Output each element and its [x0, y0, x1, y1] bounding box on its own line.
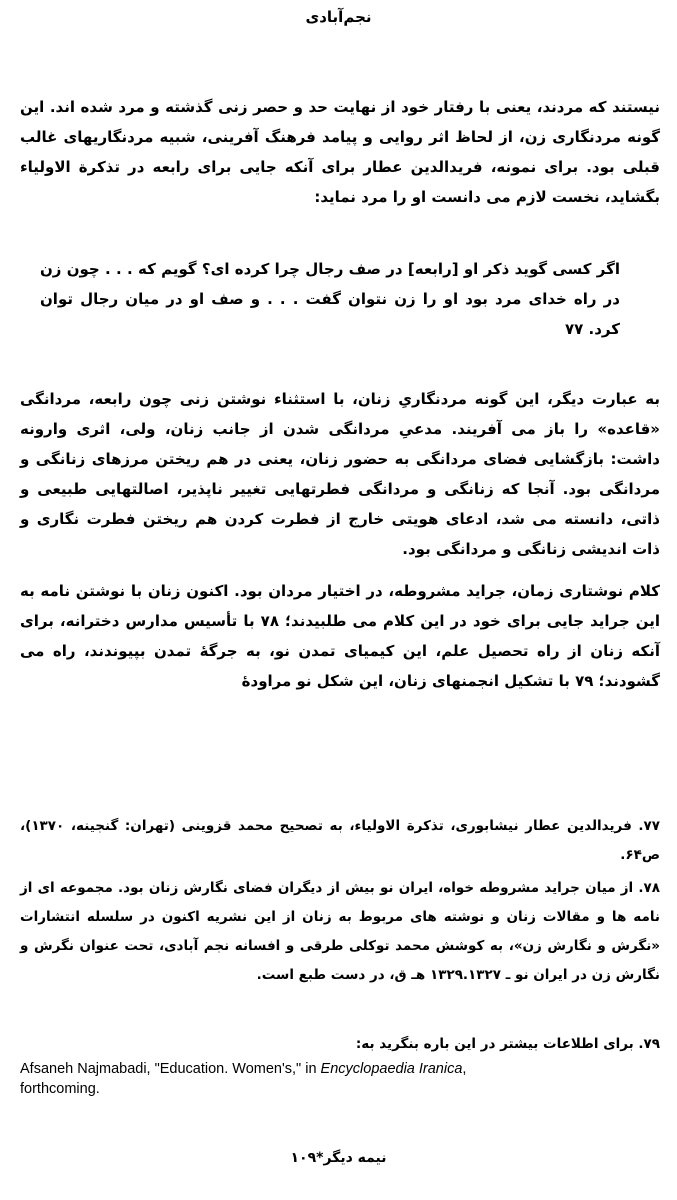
running-header: نجم‌آبادی — [305, 8, 372, 26]
paragraph-3: کلام نوشتاری زمان، جراید مشروطه، در اختیار مردان بود. اکنون زنان با نوشتن نامه به این جراید جایی برای خود در این کلام می طلبیدند؛ ۷۸ با تأسیس مدارس دخترانه، برای آنکه زنان از راه تحصیل علم، این کیمیای تمدن نو، به جرگهٔ تمدن بپیوندند، راه می گشودند؛ ۷۹ با تشکیل انجمنهای زنان، این شکل نو مراودهٔ — [20, 582, 660, 690]
footnote-79-citation-line2: forthcoming. — [20, 1081, 100, 1097]
citation-author-title: Afsaneh Najmabadi, "Education. Women's," in — [20, 1061, 321, 1077]
block-quote: اگر کسی گوید ذکر او [رابعه] در صف رجال چرا کرده ای؟ گویم که . . . چون زن در راه خدای مرد بود او را زن نتوان گفت . . . و صف او در میان رجال توان کرد. ۷۷ — [40, 260, 620, 338]
paragraph-1: نیستند که مردند، یعنی با رفتار خود از نهایت حد و حصر زنی گذشته و مرد شده اند. این گونه مردنگاری زن، از لحاظ اثر روایی و پیامد فرهنگ آفرینی، شبیه مردنگاریهای غالب قبلی بود. برای نمونه، فریدالدین عطار برای آنکه جایی برای رابعه در تذکرة الاولیاء بگشاید، نخست لازم می دانست او را مرد نماید: — [20, 98, 660, 206]
page-footer: نیمه دیگر*۱۰۹ — [290, 1150, 387, 1166]
footnote-79-persian: ۷۹. برای اطلاعات بیشتر در این باره بنگرید به: — [355, 1036, 660, 1052]
citation-source: Encyclopaedia Iranica — [320, 1061, 463, 1077]
citation-comma: , — [462, 1061, 467, 1077]
footnote-79-citation — [20, 1059, 660, 1079]
paragraph-2: به عبارت دیگر، این گونه مردنگاریِ زنان، با استثناء نوشتن زنی چون رابعه، مردانگی «قاعده» را باز می آفریند. مدعیِ مردانگی شدن از جانب زنان، ولی، اثری وارونه داشت: بازگشایی فضای مردانگی به حضور زنان، یعنی در هم ریختن مرزهای زنانگی و مردانگی بود. آنجا که زنانگی و مردانگی فطرتهایی تغییر ناپذیر، اصالتهایی طبیعی و ذاتی، دانسته می شد، ادعای هویتی خارج از فطرت کردن هم ریختن فطرت نگاری و ذات اندیشی زنانگی و مردانگی بود. — [20, 390, 660, 558]
footnote-78: ۷۸. از میان جراید مشروطه خواه، ایران نو بیش از دیگران فضای نگارش زنان بود. مجموعه ای از نامه ها و مقالات زنان و نوشته های مربوط به زنان از این نشریه اکنون در سلسله انتشارات «نگرش و نگارش زن»، به کوشش محمد توکلی طرقی و افسانه نجم آبادی، تحت عنوان نگرش و نگارش زن در ایران نو ـ ۱۳۲۹.۱۳۲۷ هـ ق، در دست طبع است. — [20, 880, 660, 983]
footnote-79 — [20, 1030, 660, 1099]
footnote-77: ۷۷. فریدالدین عطار نیشابوری، تذکرة الاولیاء، به تصحیح محمد قزوینی (تهران: گنجینه، ۱۳۷۰)، ص۶۴. — [20, 818, 660, 863]
